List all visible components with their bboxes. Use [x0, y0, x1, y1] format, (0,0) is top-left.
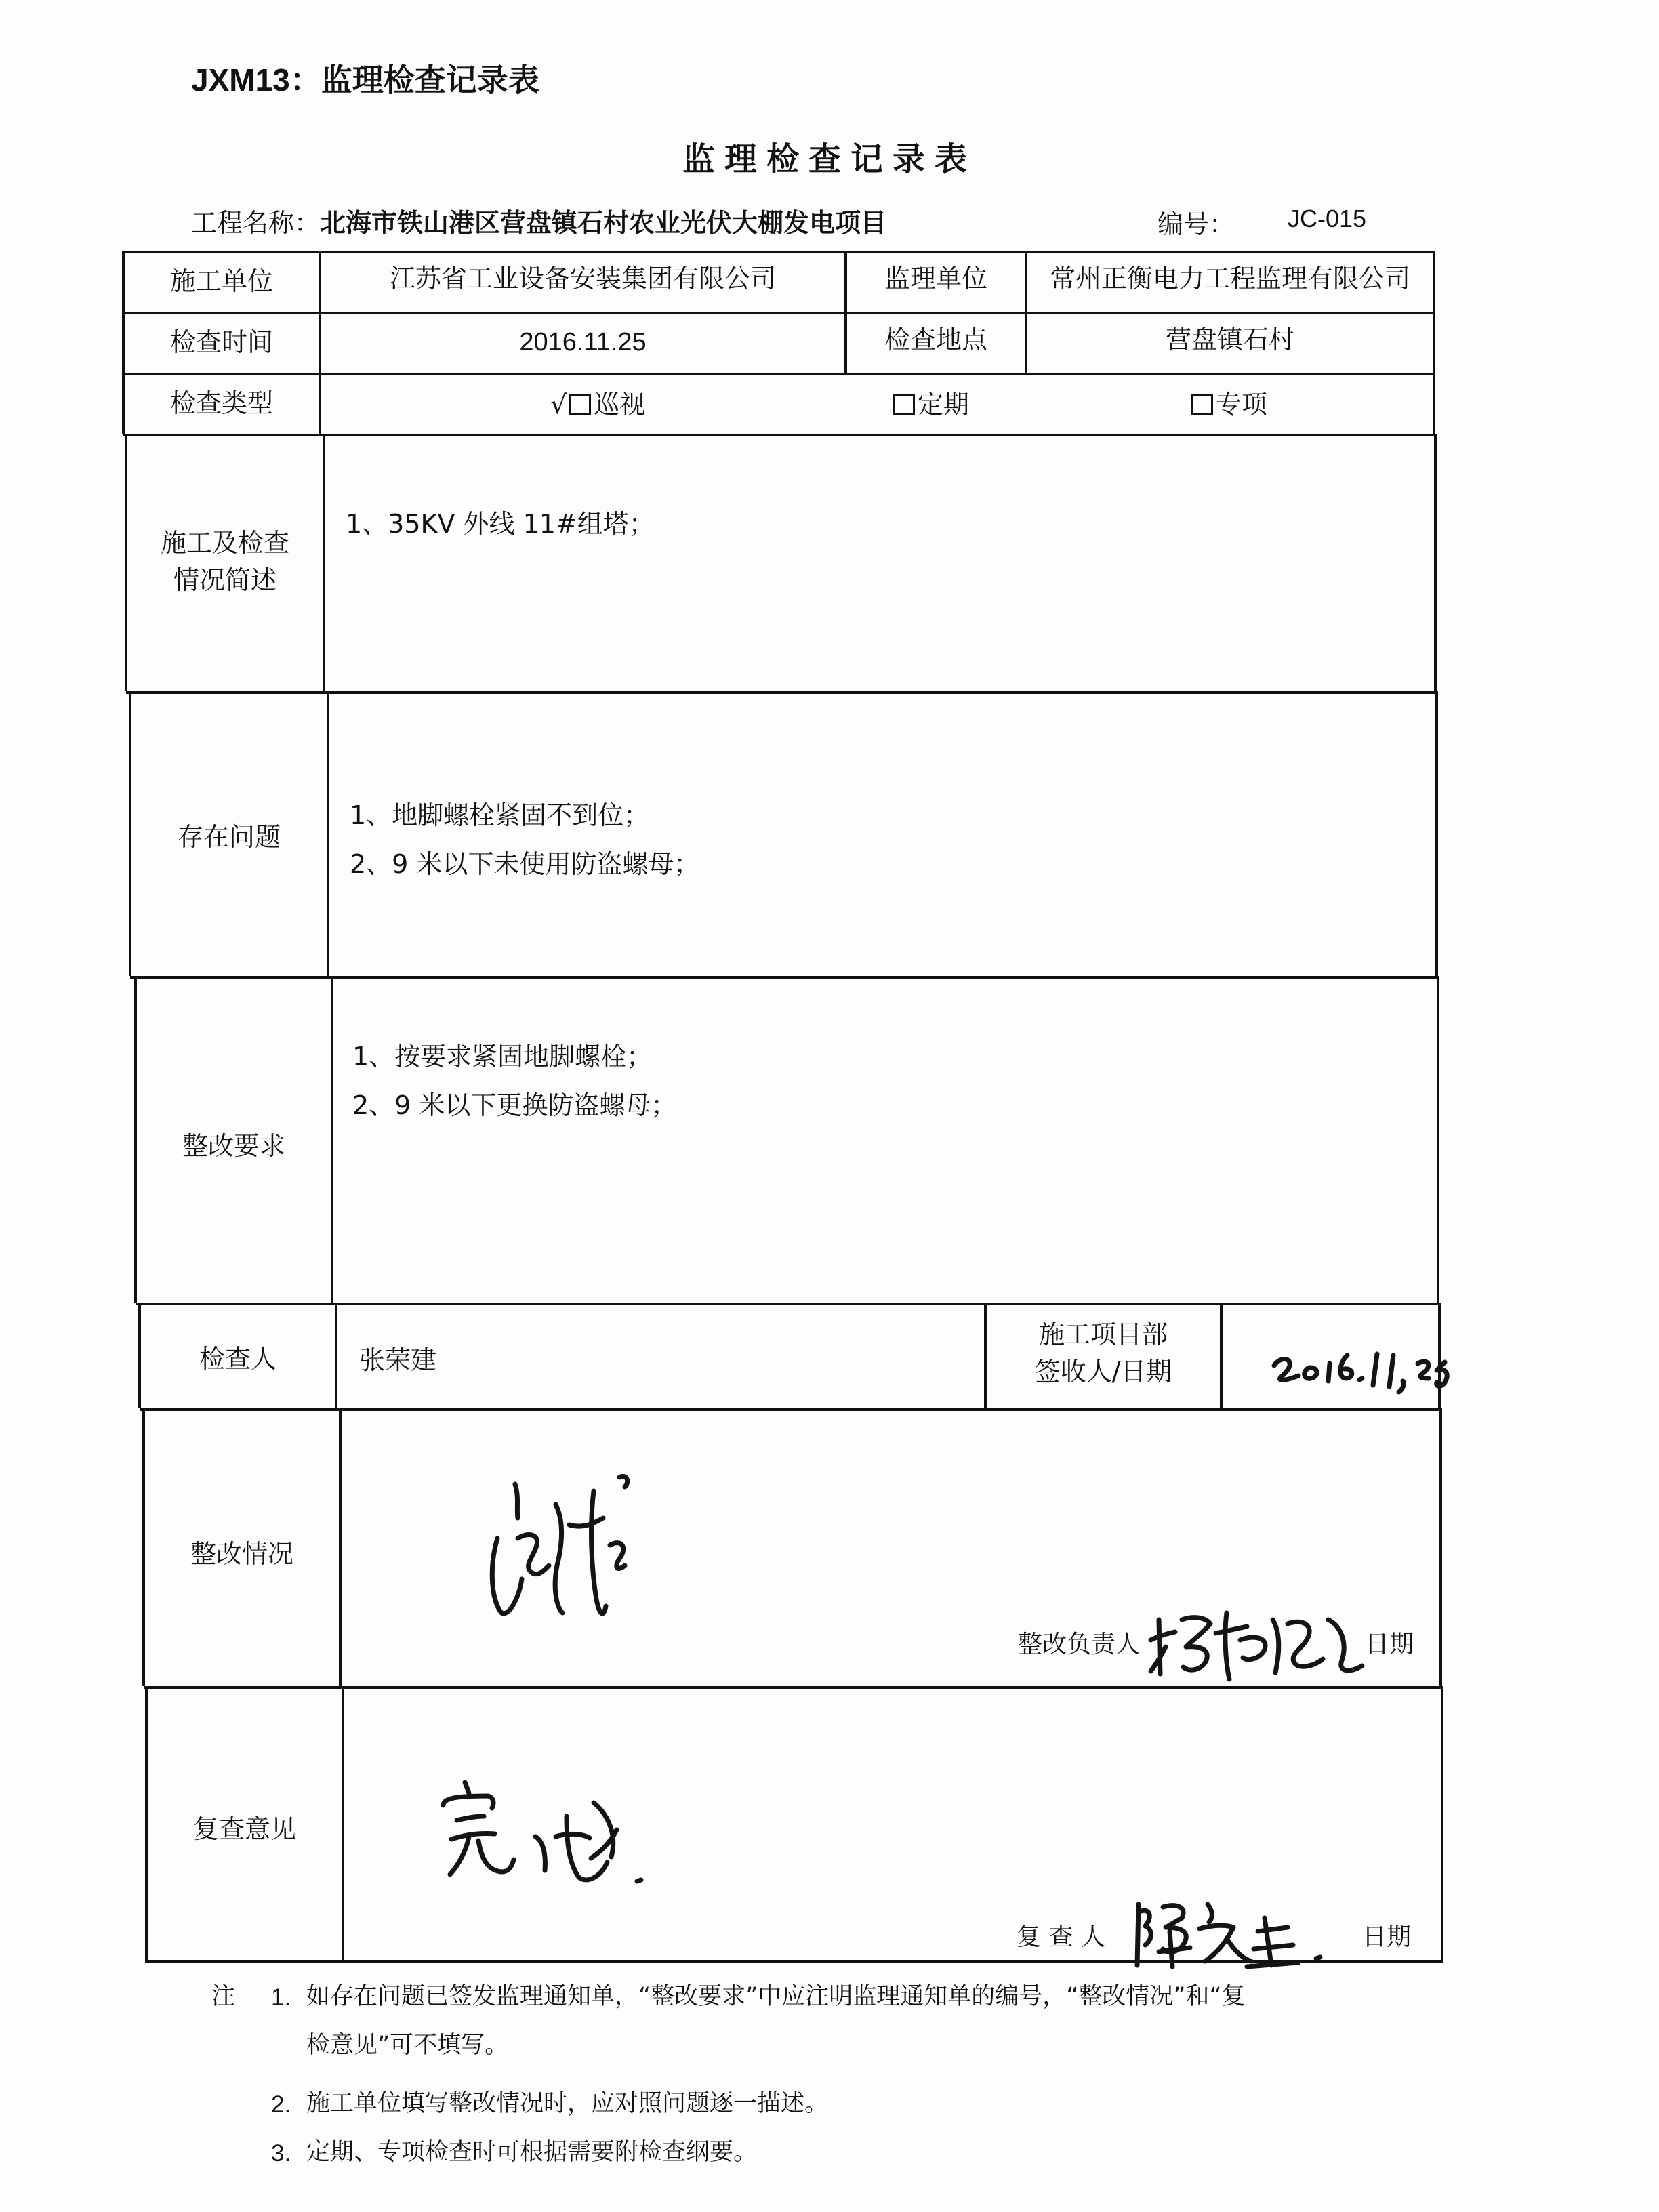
- supervision-unit-value: 常州正衡电力工程监理有限公司: [1049, 264, 1410, 293]
- inspector-value: 张荣建: [359, 1345, 437, 1375]
- inspector-label: 检查人: [199, 1344, 276, 1374]
- note-2: 施工单位填写整改情况时，应对照问题逐一描述。: [306, 2090, 829, 2117]
- problem-item: 2、9 米以下未使用防盗螺母；: [350, 849, 700, 879]
- table-border-right: [1434, 434, 1437, 691]
- summary-item: 1、35KV 外线 11#组塔；: [346, 509, 655, 539]
- form-code: JXM13：: [191, 62, 321, 98]
- column-divider: [323, 434, 325, 691]
- note-number: 1.: [271, 1984, 291, 2011]
- check-type-periodic: [890, 384, 969, 421]
- check-type-patrol: [550, 384, 645, 421]
- handwritten-review: [434, 1776, 705, 1898]
- rectify-req-label: 整改要求: [182, 1131, 285, 1161]
- checkbox-special: [1191, 394, 1213, 415]
- check-type-patrol-label: 巡视: [594, 390, 646, 419]
- note-1-line1: 如存在问题已签发监理通知单，“整改要求”中应注明监理通知单的编号，“整改情况”和“复: [306, 1983, 1246, 2010]
- project-label: 工程名称：: [191, 208, 321, 238]
- rectify-owner-label: 整改负责人: [1018, 1631, 1141, 1658]
- column-divider: [339, 1408, 342, 1686]
- page-title: 监理检查记录表: [682, 140, 977, 178]
- check-mark: √: [550, 390, 567, 419]
- signature-rectify-owner: [1145, 1593, 1389, 1687]
- column-divider: [327, 691, 329, 976]
- problems-label: 存在问题: [177, 822, 281, 852]
- reviewer-label: 复 查 人: [1017, 1923, 1105, 1951]
- check-time-label: 检查时间: [169, 327, 273, 357]
- check-type-label: 检查类型: [169, 388, 273, 418]
- check-type-periodic-label: 定期: [918, 390, 970, 419]
- handwritten-rectify-status: [474, 1464, 664, 1640]
- note-number: 2.: [271, 2091, 291, 2118]
- summary-label-line2: 情况简述: [173, 565, 276, 596]
- summary-label-line1: 施工及检查: [160, 528, 289, 558]
- serial-value: JC-015: [1288, 205, 1367, 232]
- table-border-right: [1435, 691, 1438, 976]
- check-location-value: 营盘镇石村: [1165, 325, 1294, 354]
- row-divider: [123, 434, 1437, 436]
- rectify-req-item: 1、按要求紧固地脚螺栓；: [352, 1042, 653, 1071]
- column-divider: [342, 1686, 344, 1963]
- project-name: 北海市铁山港区营盘镇石村农业光伏大棚发电项目: [320, 208, 887, 238]
- reviewer-date-label: 日期: [1362, 1923, 1412, 1951]
- receiver-label-line1: 施工项目部: [1038, 1319, 1168, 1349]
- row-divider: [140, 1408, 1441, 1411]
- signature-reviewer: [1125, 1891, 1342, 1972]
- construction-unit-value: 江苏省工业设备安装集团有限公司: [389, 264, 776, 293]
- notes-prefix: 注: [211, 1983, 236, 2010]
- table-border-right: [1439, 1408, 1442, 1686]
- row-divider: [126, 691, 1437, 694]
- receiver-label: [987, 1316, 1220, 1391]
- handwritten-receiver-date: [1267, 1328, 1491, 1403]
- project-line: [191, 202, 886, 239]
- check-type-special: [1189, 384, 1267, 421]
- rectify-owner-date-label: 日期: [1365, 1631, 1414, 1658]
- form-code-heading: [191, 56, 539, 100]
- table-border-right: [1433, 251, 1435, 434]
- review-label: 复查意见: [192, 1814, 296, 1844]
- serial-label: 编号：: [1158, 209, 1235, 239]
- row-divider: [130, 976, 1438, 979]
- summary-label: [127, 525, 323, 599]
- note-1-line2: 检意见”可不填写。: [306, 2032, 509, 2059]
- check-type-special-label: 专项: [1216, 390, 1268, 419]
- table-border-right: [1441, 1686, 1443, 1963]
- receiver-label-line2: 签收人/日期: [1034, 1357, 1172, 1387]
- problem-item: 1、地脚螺栓紧固不到位；: [350, 800, 650, 830]
- supervision-unit-label: 监理单位: [884, 264, 987, 293]
- table-border-right: [1437, 976, 1439, 1303]
- checkbox-patrol: [569, 394, 591, 415]
- rectify-status-label: 整改情况: [190, 1539, 293, 1569]
- check-location-label: 检查地点: [884, 325, 987, 354]
- checkbox-periodic: [893, 394, 915, 415]
- rectify-req-item: 2、9 米以下更换防盗螺母；: [352, 1090, 677, 1120]
- note-3: 定期、专项检查时可根据需要附检查纲要。: [306, 2139, 758, 2166]
- construction-unit-label: 施工单位: [169, 266, 273, 296]
- check-time-value: 2016.11.25: [519, 328, 647, 356]
- note-number: 3.: [271, 2140, 291, 2167]
- form-name: 监理检查记录表: [321, 62, 539, 98]
- column-divider: [331, 976, 333, 1303]
- row-divider: [136, 1303, 1439, 1305]
- column-divider: [335, 1303, 337, 1408]
- column-divider: [1220, 1303, 1223, 1408]
